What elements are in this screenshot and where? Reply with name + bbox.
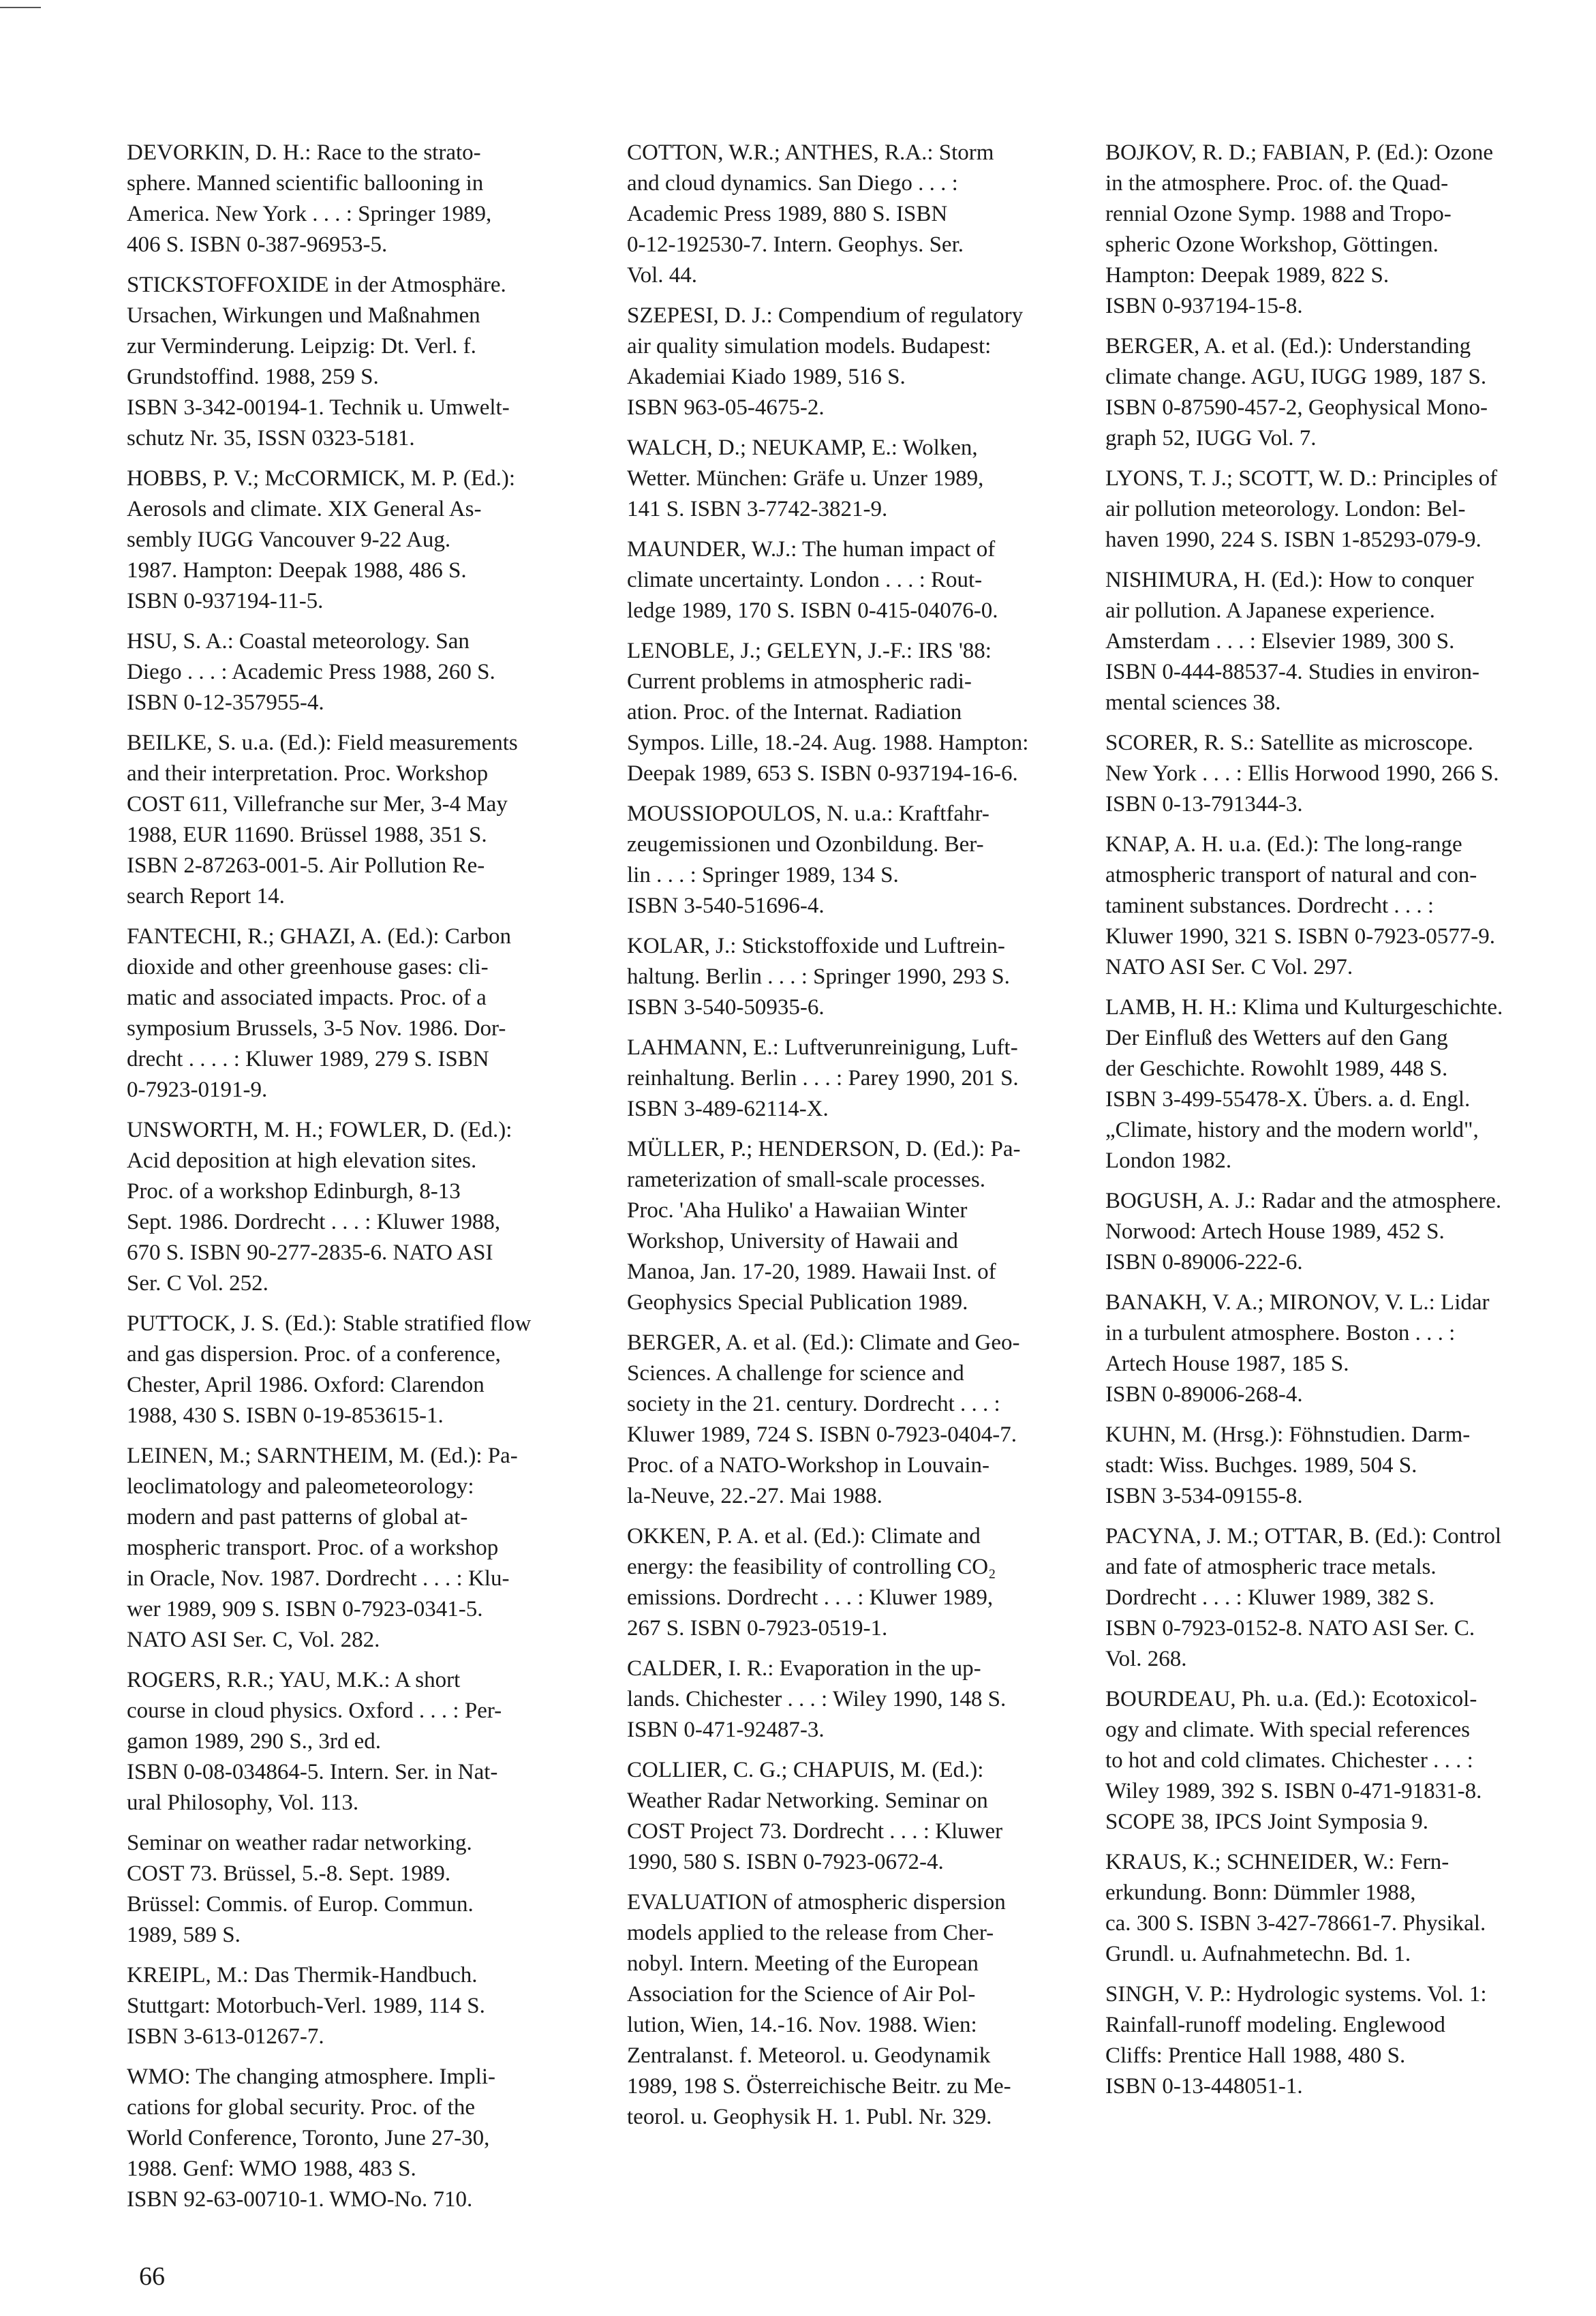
entry-line: in the atmosphere. Proc. of. the Quad- <box>1105 171 1449 196</box>
entry-line: NATO ASI Ser. C, Vol. 282. <box>127 1628 380 1652</box>
bibliography-entry <box>1105 1287 1569 1410</box>
entry-line: in a turbulent atmosphere. Boston . . . : <box>1105 1321 1456 1345</box>
column-1 <box>127 138 590 2225</box>
entry-line: ISBN 3-489-62114-X. <box>627 1097 829 1121</box>
entry-line: air pollution meteorology. London: Bel- <box>1105 497 1466 521</box>
bibliography-entry <box>127 921 590 1106</box>
entry-line: to hot and cold climates. Chichester . . . : <box>1105 1748 1473 1773</box>
entry-line: ISBN 3-342-00194-1. Technik u. Umwelt- <box>127 395 510 420</box>
entry-line: graph 52, IUGG Vol. 7. <box>1105 426 1317 451</box>
entry-line: nobyl. Intern. Meeting of the European <box>627 1951 979 1976</box>
entry-line: ISBN 0-444-88537-4. Studies in environ- <box>1105 660 1480 684</box>
bibliography-entry <box>127 1960 590 2052</box>
entry-line: ogy and climate. With special references <box>1105 1718 1470 1742</box>
bibliography-entry <box>627 433 1090 525</box>
entry-line: ISBN 0-12-357955-4. <box>127 690 324 715</box>
entry-line: wer 1989, 909 S. ISBN 0-7923-0341-5. <box>127 1597 483 1621</box>
entry-line: ca. 300 S. ISBN 3-427-78661-7. Physikal. <box>1105 1911 1486 1936</box>
entry-line: Vol. 44. <box>627 263 697 288</box>
entry-line: Grundstoffind. 1988, 259 S. <box>127 365 379 389</box>
entry-line: zur Verminderung. Leipzig: Dt. Verl. f. <box>127 334 476 359</box>
column-3 <box>1105 138 1569 2112</box>
bibliography-entry <box>127 1665 590 1818</box>
entry-line: in Oracle, Nov. 1987. Dordrecht . . . : Klu- <box>127 1566 510 1591</box>
entry-line: DEVORKIN, D. H.: Race to the strato- <box>127 140 481 165</box>
entry-line: haven 1990, 224 S. ISBN 1-85293-079-9. <box>1105 528 1482 552</box>
entry-line: ISBN 963-05-4675-2. <box>627 395 825 420</box>
entry-line: ISBN 3-613-01267-7. <box>127 2024 324 2049</box>
entry-line: Cliffs: Prentice Hall 1988, 480 S. <box>1105 2043 1406 2068</box>
entry-line: spheric Ozone Workshop, Göttingen. <box>1105 232 1439 257</box>
entry-line: BEILKE, S. u.a. (Ed.): Field measurements <box>127 731 518 755</box>
entry-line: dioxide and other greenhouse gases: cli- <box>127 955 489 979</box>
entry-line: Sciences. A challenge for science and <box>627 1361 964 1386</box>
entry-line: Academic Press 1989, 880 S. ISBN <box>627 202 948 226</box>
entry-line: ROGERS, R.R.; YAU, M.K.: A short <box>127 1668 461 1692</box>
bibliography-entry <box>1105 1186 1569 1278</box>
bibliography-entry <box>127 463 590 617</box>
entry-line: LEINEN, M.; SARNTHEIM, M. (Ed.): Pa- <box>127 1444 518 1468</box>
entry-line: emissions. Dordrecht . . . : Kluwer 1989, <box>627 1585 994 1610</box>
entry-line: ISBN 0-08-034864-5. Intern. Ser. in Nat- <box>127 1760 498 1784</box>
entry-line: LYONS, T. J.; SCOTT, W. D.: Principles of <box>1105 466 1498 491</box>
entry-line: ISBN 0-937194-15-8. <box>1105 294 1303 318</box>
bibliography-entry <box>1105 565 1569 718</box>
entry-line: MÜLLER, P.; HENDERSON, D. (Ed.): Pa- <box>627 1137 1021 1161</box>
entry-line: HOBBS, P. V.; McCORMICK, M. P. (Ed.): <box>127 466 515 491</box>
entry-line: 1988. Genf: WMO 1988, 483 S. <box>127 2157 416 2181</box>
bibliography-entry <box>627 931 1090 1023</box>
entry-line: PUTTOCK, J. S. (Ed.): Stable stratified flow <box>127 1311 532 1336</box>
entry-line: Kluwer 1989, 724 S. ISBN 0-7923-0404-7. <box>627 1422 1017 1447</box>
bibliography-entry <box>127 728 590 912</box>
entry-line: Amsterdam . . . : Elsevier 1989, 300 S. <box>1105 629 1455 654</box>
bibliography-entry <box>1105 1847 1569 1970</box>
entry-line: LENOBLE, J.; GELEYN, J.-F.: IRS '88: <box>627 639 992 663</box>
entry-line: ISBN 0-471-92487-3. <box>627 1718 825 1742</box>
bibliography-entry <box>1105 992 1569 1176</box>
entry-line: 0-7923-0191-9. <box>127 1078 268 1102</box>
entry-line: ural Philosophy, Vol. 113. <box>127 1791 359 1815</box>
entry-line: Sept. 1986. Dordrecht . . . : Kluwer 1988, <box>127 1210 501 1234</box>
entry-line: New York . . . : Ellis Horwood 1990, 266 S. <box>1105 761 1499 786</box>
entry-line: gamon 1989, 290 S., 3rd ed. <box>127 1729 382 1754</box>
entry-line: ISBN 0-89006-268-4. <box>1105 1382 1303 1407</box>
entry-line: Ursachen, Wirkungen und Maßnahmen <box>127 303 480 328</box>
entry-line: NISHIMURA, H. (Ed.): How to conquer <box>1105 568 1474 592</box>
entry-line: STICKSTOFFOXIDE in der Atmosphäre. <box>127 273 506 297</box>
entry-line: UNSWORTH, M. H.; FOWLER, D. (Ed.): <box>127 1118 512 1142</box>
entry-line: MOUSSIOPOULOS, N. u.a.: Kraftfahr- <box>627 802 989 826</box>
entry-line: 267 S. ISBN 0-7923-0519-1. <box>627 1616 888 1641</box>
entry-line: 1988, EUR 11690. Brüssel 1988, 351 S. <box>127 823 487 847</box>
entry-line: ISBN 2-87263-001-5. Air Pollution Re- <box>127 853 485 878</box>
bibliography-entry <box>1105 1684 1569 1838</box>
bibliography-entry <box>627 1654 1090 1746</box>
bibliography-entry <box>1105 331 1569 454</box>
entry-line: Dordrecht . . . : Kluwer 1989, 382 S. <box>1105 1585 1435 1610</box>
bibliography-entry <box>627 1134 1090 1318</box>
entry-line: NATO ASI Ser. C Vol. 297. <box>1105 955 1353 979</box>
bibliography-entry <box>627 636 1090 789</box>
bibliography-entry <box>627 1521 1090 1644</box>
entry-line: erkundung. Bonn: Dümmler 1988, <box>1105 1880 1416 1905</box>
entry-line: Sympos. Lille, 18.-24. Aug. 1988. Hampton: <box>627 731 1029 755</box>
entry-line: KREIPL, M.: Das Thermik-Handbuch. <box>127 1963 478 1987</box>
entry-line: BERGER, A. et al. (Ed.): Climate and Geo- <box>627 1330 1020 1355</box>
entry-line: and fate of atmospheric trace metals. <box>1105 1555 1437 1579</box>
entry-line: MAUNDER, W.J.: The human impact of <box>627 537 996 562</box>
entry-line: Akademiai Kiado 1989, 516 S. <box>627 365 906 389</box>
entry-line: zeugemissionen und Ozonbildung. Ber- <box>627 832 984 857</box>
entry-line: ISBN 0-87590-457-2, Geophysical Mono- <box>1105 395 1488 420</box>
entry-line: SCOPE 38, IPCS Joint Symposia 9. <box>1105 1810 1429 1834</box>
entry-line: BOGUSH, A. J.: Radar and the atmosphere. <box>1105 1189 1502 1213</box>
entry-line: der Geschichte. Rowohlt 1989, 448 S. <box>1105 1056 1448 1081</box>
entry-line: Chester, April 1986. Oxford: Clarendon <box>127 1373 485 1397</box>
entry-line: rameterization of small-scale processes. <box>627 1168 985 1192</box>
entry-line: Association for the Science of Air Pol- <box>627 1982 976 2007</box>
bibliography-entry <box>127 1309 590 1431</box>
entry-line: Acid deposition at high elevation sites. <box>127 1148 477 1173</box>
entry-line: course in cloud physics. Oxford . . . : Per- <box>127 1698 502 1723</box>
entry-line: America. New York . . . : Springer 1989, <box>127 202 492 226</box>
bibliography-entry <box>627 799 1090 921</box>
entry-line: cations for global security. Proc. of the <box>127 2095 476 2120</box>
entry-line: „Climate, history and the modern world", <box>1105 1118 1479 1142</box>
entry-line: Aerosols and climate. XIX General As- <box>127 497 482 521</box>
entry-line: rennial Ozone Symp. 1988 and Tropo- <box>1105 202 1452 226</box>
bibliography-entry <box>1105 1979 1569 2102</box>
entry-line: mospheric transport. Proc. of a workshop <box>127 1536 499 1560</box>
entry-line: Diego . . . : Academic Press 1988, 260 S. <box>127 660 495 684</box>
entry-line: Der Einfluß des Wetters auf den Gang <box>1105 1026 1448 1050</box>
entry-line: LAHMANN, E.: Luftverunreinigung, Luft- <box>627 1035 1018 1060</box>
entry-line: SINGH, V. P.: Hydrologic systems. Vol. 1: <box>1105 1982 1487 2007</box>
entry-line: Vol. 268. <box>1105 1647 1187 1671</box>
entry-line: ISBN 3-540-51696-4. <box>627 894 825 918</box>
entry-line: SCORER, R. S.: Satellite as microscope. <box>1105 731 1473 755</box>
entry-line: air quality simulation models. Budapest: <box>627 334 992 359</box>
entry-line: SZEPESI, D. J.: Compendium of regulatory <box>627 303 1024 328</box>
entry-line: OKKEN, P. A. et al. (Ed.): Climate and <box>627 1524 981 1549</box>
entry-line: and their interpretation. Proc. Workshop <box>127 761 489 786</box>
entry-line: Brüssel: Commis. of Europ. Commun. <box>127 1892 474 1917</box>
entry-line: symposium Brussels, 3-5 Nov. 1986. Dor- <box>127 1016 506 1041</box>
entry-line: 1987. Hampton: Deepak 1988, 486 S. <box>127 558 467 583</box>
entry-line: 1990, 580 S. ISBN 0-7923-0672-4. <box>627 1850 944 1874</box>
entry-line: EVALUATION of atmospheric dispersion <box>627 1890 1006 1915</box>
entry-line: matic and associated impacts. Proc. of a <box>127 986 487 1010</box>
bibliography-entry <box>1105 463 1569 555</box>
entry-line: 1989, 589 S. <box>127 1923 241 1947</box>
entry-line: Artech House 1987, 185 S. <box>1105 1352 1349 1376</box>
entry-line: London 1982. <box>1105 1148 1232 1173</box>
entry-line: mental sciences 38. <box>1105 690 1281 715</box>
entry-line: HSU, S. A.: Coastal meteorology. San <box>127 629 470 654</box>
entry-line: search Report 14. <box>127 884 285 909</box>
entry-line: KNAP, A. H. u.a. (Ed.): The long-range <box>1105 832 1462 857</box>
bibliography-entry <box>1105 829 1569 983</box>
entry-line: Stuttgart: Motorbuch-Verl. 1989, 114 S. <box>127 1994 485 2018</box>
entry-line: reinhaltung. Berlin . . . : Parey 1990, 201 S. <box>627 1066 1019 1091</box>
bibliography-entry <box>1105 1521 1569 1675</box>
bibliography-entry <box>627 301 1090 423</box>
entry-line: la-Neuve, 22.-27. Mai 1988. <box>627 1484 883 1508</box>
entry-line: and gas dispersion. Proc. of a conference, <box>127 1342 501 1367</box>
entry-line: BANAKH, V. A.; MIRONOV, V. L.: Lidar <box>1105 1290 1490 1315</box>
entry-line: ISBN 0-7923-0152-8. NATO ASI Ser. C. <box>1105 1616 1475 1641</box>
entry-line: Wetter. München: Gräfe u. Unzer 1989, <box>627 466 984 491</box>
entry-line: BERGER, A. et al. (Ed.): Understanding <box>1105 334 1471 359</box>
entry-line: schutz Nr. 35, ISSN 0323-5181. <box>127 426 415 451</box>
entry-line: Zentralanst. f. Meteorol. u. Geodynamik <box>627 2043 991 2068</box>
entry-line: COLLIER, C. G.; CHAPUIS, M. (Ed.): <box>627 1758 984 1782</box>
entry-line: KUHN, M. (Hrsg.): Föhnstudien. Darm- <box>1105 1422 1471 1447</box>
entry-line: leoclimatology and paleometeorology: <box>127 1474 474 1499</box>
entry-line: Hampton: Deepak 1989, 822 S. <box>1105 263 1390 288</box>
entry-line: lin . . . : Springer 1989, 134 S. <box>627 863 899 887</box>
bibliography-entry <box>627 534 1090 626</box>
entry-line: Geophysics Special Publication 1989. <box>627 1290 968 1315</box>
bibliography-entry <box>627 1755 1090 1878</box>
bibliography-entry <box>1105 728 1569 820</box>
bibliography-entry <box>127 1441 590 1656</box>
entry-line: COST Project 73. Dordrecht . . . : Kluwer <box>627 1819 1003 1844</box>
entry-line: ISBN 0-13-791344-3. <box>1105 792 1303 817</box>
entry-line: ISBN 0-13-448051-1. <box>1105 2074 1303 2099</box>
bibliography-entry <box>627 138 1090 291</box>
entry-line: Workshop, University of Hawaii and <box>627 1229 958 1253</box>
entry-line: COST 73. Brüssel, 5.-8. Sept. 1989. <box>127 1861 451 1886</box>
entry-line: 406 S. ISBN 0-387-96953-5. <box>127 232 388 257</box>
bibliography-entry <box>127 1828 590 1951</box>
bibliography-entry <box>127 2062 590 2215</box>
bibliography-entry <box>127 138 590 260</box>
entry-line: atmospheric transport of natural and con- <box>1105 863 1477 887</box>
column-2 <box>627 138 1090 2142</box>
entry-line: lution, Wien, 14.-16. Nov. 1988. Wien: <box>627 2013 977 2037</box>
entry-line: Manoa, Jan. 17-20, 1989. Hawaii Inst. of <box>627 1260 996 1284</box>
entry-line: Norwood: Artech House 1989, 452 S. <box>1105 1219 1445 1244</box>
entry-line: 0-12-192530-7. Intern. Geophys. Ser. <box>627 232 964 257</box>
entry-line: BOURDEAU, Ph. u.a. (Ed.): Ecotoxicol- <box>1105 1687 1477 1711</box>
bibliography-entry <box>127 270 590 454</box>
entry-line: CALDER, I. R.: Evaporation in the up- <box>627 1656 981 1681</box>
entry-line: FANTECHI, R.; GHAZI, A. (Ed.): Carbon <box>127 924 511 949</box>
entry-line: WALCH, D.; NEUKAMP, E.: Wolken, <box>627 436 978 460</box>
bibliography-entry <box>627 1033 1090 1125</box>
entry-line: drecht . . . . : Kluwer 1989, 279 S. ISBN <box>127 1047 489 1071</box>
entry-line: World Conference, Toronto, June 27-30, <box>127 2126 490 2150</box>
entry-line: ISBN 3-540-50935-6. <box>627 995 825 1020</box>
entry-line: Weather Radar Networking. Seminar on <box>627 1788 988 1813</box>
entry-line: Kluwer 1990, 321 S. ISBN 0-7923-0577-9. <box>1105 924 1495 949</box>
entry-line: haltung. Berlin . . . : Springer 1990, 293 S. <box>627 964 1010 989</box>
entry-line: PACYNA, J. M.; OTTAR, B. (Ed.): Control <box>1105 1524 1502 1549</box>
entry-line: sembly IUGG Vancouver 9-22 Aug. <box>127 528 451 552</box>
entry-line: ISBN 3-499-55478-X. Übers. a. d. Engl. <box>1105 1087 1471 1112</box>
entry-line: stadt: Wiss. Buchges. 1989, 504 S. <box>1105 1453 1417 1478</box>
bibliography-entry <box>1105 138 1569 322</box>
entry-line: ledge 1989, 170 S. ISBN 0-415-04076-0. <box>627 598 998 623</box>
entry-line: KOLAR, J.: Stickstoffoxide und Luftrein- <box>627 934 1005 958</box>
entry-line: Ser. C Vol. 252. <box>127 1271 268 1296</box>
entry-line: Proc. of a NATO-Workshop in Louvain- <box>627 1453 989 1478</box>
entry-line: ISBN 0-89006-222-6. <box>1105 1250 1303 1275</box>
entry-line: ISBN 92-63-00710-1. WMO-No. 710. <box>127 2187 473 2212</box>
entry-line: KRAUS, K.; SCHNEIDER, W.: Fern- <box>1105 1850 1449 1874</box>
entry-line: BOJKOV, R. D.; FABIAN, P. (Ed.): Ozone <box>1105 140 1493 165</box>
entry-line: ISBN 3-534-09155-8. <box>1105 1484 1303 1508</box>
entry-line: 1988, 430 S. ISBN 0-19-853615-1. <box>127 1403 444 1428</box>
entry-line: energy: the feasibility of controlling CO₂ <box>627 1555 996 1579</box>
entry-line: modern and past patterns of global at- <box>127 1505 468 1529</box>
entry-line: COTTON, W.R.; ANTHES, R.A.: Storm <box>627 140 994 165</box>
bibliography-entry <box>627 1328 1090 1512</box>
entry-line: Deepak 1989, 653 S. ISBN 0-937194-16-6. <box>627 761 1018 786</box>
entry-line: sphere. Manned scientific ballooning in <box>127 171 484 196</box>
entry-line: climate change. AGU, IUGG 1989, 187 S. <box>1105 365 1487 389</box>
entry-line: air pollution. A Japanese experience. <box>1105 598 1435 623</box>
entry-line: COST 611, Villefranche sur Mer, 3-4 May <box>127 792 508 817</box>
entry-line: Grundl. u. Aufnahmetechn. Bd. 1. <box>1105 1942 1411 1966</box>
entry-line: Wiley 1989, 392 S. ISBN 0-471-91831-8. <box>1105 1779 1482 1803</box>
entry-line: 670 S. ISBN 90-277-2835-6. NATO ASI <box>127 1240 493 1265</box>
entry-line: 1989, 198 S. Österreichische Beitr. zu Me- <box>627 2074 1011 2099</box>
entry-line: ation. Proc. of the Internat. Radiation <box>627 700 962 725</box>
entry-line: and cloud dynamics. San Diego . . . : <box>627 171 958 196</box>
bibliography-entry <box>1105 1420 1569 1512</box>
bibliography-entry <box>127 626 590 718</box>
entry-line: Seminar on weather radar networking. <box>127 1831 472 1855</box>
corner-rule <box>0 7 41 8</box>
entry-line: taminent substances. Dordrecht . . . : <box>1105 894 1434 918</box>
entry-line: lands. Chichester . . . : Wiley 1990, 148 S. <box>627 1687 1007 1711</box>
entry-line: Proc. of a workshop Edinburgh, 8-13 <box>127 1179 461 1204</box>
entry-line: ISBN 0-937194-11-5. <box>127 589 324 613</box>
entry-line: teorol. u. Geophysik H. 1. Publ. Nr. 329. <box>627 2105 992 2129</box>
entry-line: models applied to the release from Cher- <box>627 1921 994 1945</box>
entry-line: Current problems in atmospheric radi- <box>627 669 972 694</box>
entry-line: climate uncertainty. London . . . : Rout- <box>627 568 983 592</box>
bibliography-entry <box>127 1115 590 1299</box>
entry-line: WMO: The changing atmosphere. Impli- <box>127 2064 496 2089</box>
bibliography-entry <box>627 1887 1090 2133</box>
entry-line: society in the 21. century. Dordrecht . . . : <box>627 1392 1000 1416</box>
entry-line: Proc. 'Aha Huliko' a Hawaiian Winter <box>627 1198 968 1223</box>
entry-line: LAMB, H. H.: Klima und Kulturgeschichte. <box>1105 995 1503 1020</box>
page-number: 66 <box>139 2262 165 2291</box>
entry-line: Rainfall-runoff modeling. Englewood <box>1105 2013 1445 2037</box>
entry-line: 141 S. ISBN 3-7742-3821-9. <box>627 497 888 521</box>
